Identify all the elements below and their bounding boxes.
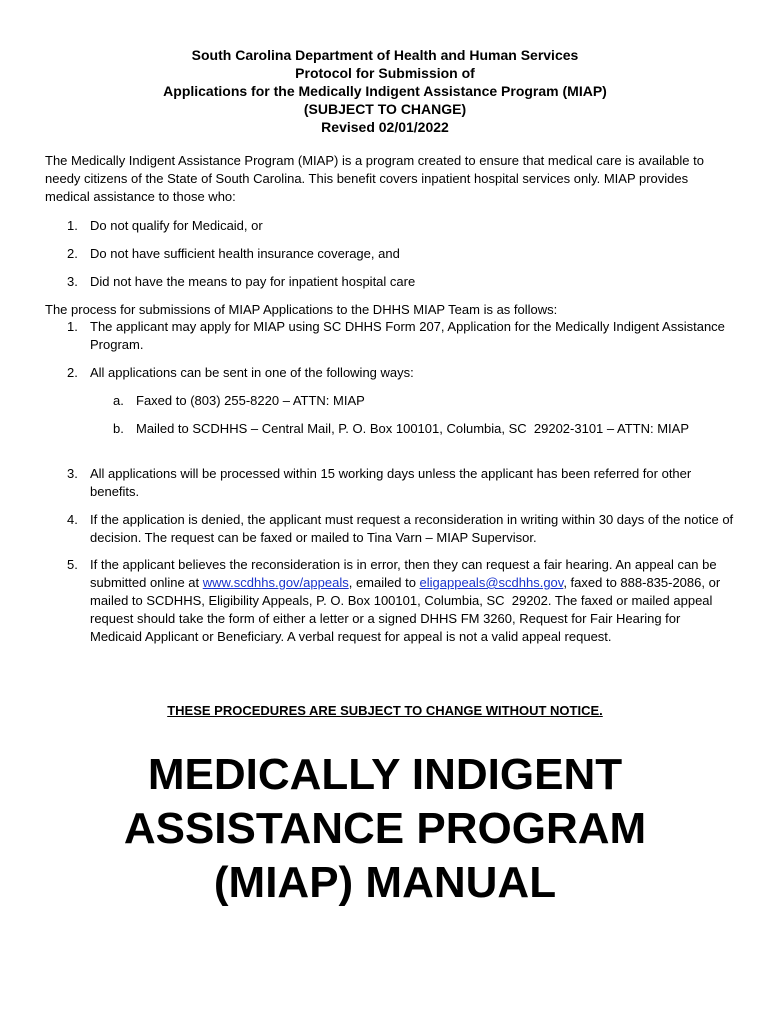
list-number: 1. bbox=[67, 319, 78, 334]
header-protocol: Protocol for Submission of bbox=[295, 65, 475, 81]
intro-paragraph: The Medically Indigent Assistance Program (MIAP) is a program created to ensure that medical care is available to needy citizens of the State of South Carolina. This benefit covers inpatient hospital services only. MIAP provides medical assistance to those who: bbox=[45, 153, 704, 204]
list-text: Did not have the means to pay for inpatient hospital care bbox=[90, 274, 416, 289]
list-letter: b. bbox=[113, 421, 124, 436]
list-text: If the application is denied, the applicant must request a reconsideration in writing within 30 days of the notice of decision. The request can be faxed or mailed to Tina Varn – MIAP Supervisor. bbox=[90, 512, 734, 545]
manual-title bbox=[0, 748, 770, 910]
list-text: Faxed to (803) 255-8220 – ATTN: MIAP bbox=[136, 393, 365, 408]
manual-title-line: ASSISTANCE PROGRAM bbox=[123, 804, 647, 853]
appeals-website-link[interactable]: www.scdhhs.gov/appeals bbox=[202, 575, 349, 590]
list-number: 2. bbox=[67, 246, 78, 261]
manual-title-line: MEDICALLY INDIGENT bbox=[147, 750, 623, 799]
header-program: Applications for the Medically Indigent Assistance Program (MIAP) bbox=[163, 83, 607, 99]
header-subject-to-change: (SUBJECT TO CHANGE) bbox=[303, 101, 467, 117]
list-text: The applicant may apply for MIAP using SC DHHS Form 207, Application for the Medically Indigent Assistance Program. bbox=[90, 319, 725, 352]
change-notice: THESE PROCEDURES ARE SUBJECT TO CHANGE WITHOUT NOTICE. bbox=[167, 703, 603, 718]
appeal-text-part: If the applicant believes the reconsideration is in error, then they can request a fair hearing. An appeal can be submitted online at bbox=[90, 557, 717, 590]
header-revised-date: Revised 02/01/2022 bbox=[321, 119, 449, 135]
list-text: All applications can be sent in one of the following ways: bbox=[90, 365, 414, 380]
process-intro: The process for submissions of MIAP Applications to the DHHS MIAP Team is as follows: bbox=[45, 302, 558, 317]
header-agency: South Carolina Department of Health and Human Services bbox=[191, 47, 579, 63]
appeals-email-link[interactable]: eligappeals@scdhhs.gov bbox=[419, 575, 564, 590]
list-text: Do not have sufficient health insurance coverage, and bbox=[90, 246, 400, 261]
list-text: All applications will be processed within 15 working days unless the applicant has been referred for other benefits. bbox=[90, 466, 692, 499]
appeal-text-part: , emailed to bbox=[348, 575, 420, 590]
list-number: 3. bbox=[67, 274, 78, 289]
manual-title-line: (MIAP) MANUAL bbox=[213, 858, 557, 907]
list-letter: a. bbox=[113, 393, 124, 408]
document-header bbox=[0, 46, 770, 136]
list-number: 5. bbox=[67, 557, 78, 572]
list-number: 4. bbox=[67, 512, 78, 527]
list-text: Do not qualify for Medicaid, or bbox=[90, 218, 263, 233]
list-number: 1. bbox=[67, 218, 78, 233]
list-number: 2. bbox=[67, 365, 78, 380]
appeal-text-part: , faxed to 888-835-2086, or mailed to SCDHHS, Eligibility Appeals, P. O. Box 100101, Columbia, SC 29202. The faxed or mailed appeal request should take the form of either a letter or a signed DHHS FM 3260, Request for Fair Hearing for Medicaid Applicant or Beneficiary. A verbal request for appeal is not a valid appeal request. bbox=[90, 575, 721, 644]
list-text: Mailed to SCDHHS – Central Mail, P. O. Box 100101, Columbia, SC 29202-3101 – ATTN: MIAP bbox=[136, 421, 689, 436]
list-text bbox=[90, 556, 735, 646]
list-number: 3. bbox=[67, 466, 78, 481]
